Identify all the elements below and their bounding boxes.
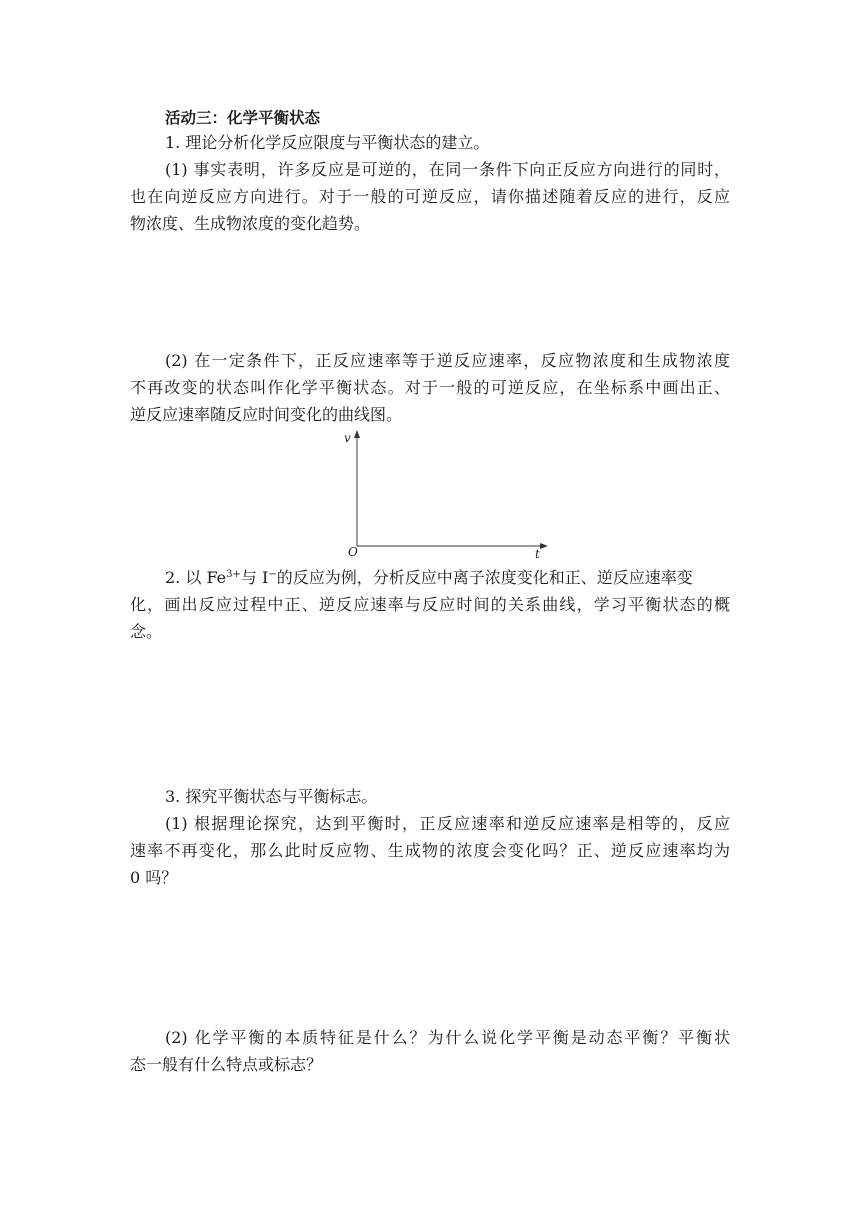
question-3-part-2-line-1: (2) 化学平衡的本质特征是什么？为什么说化学平衡是动态平衡？平衡状 — [165, 1028, 730, 1047]
question-3-part-1-line-3: 0 吗？ — [130, 868, 178, 887]
question-1-part-2-line-3: 逆反应速率随反应时间变化的曲线图。 — [130, 405, 403, 424]
question-2-line-3: 念。 — [130, 622, 163, 641]
question-1-title: 1. 理论分析化学反应限度与平衡状态的建立。 — [165, 133, 490, 152]
y-axis-arrow — [354, 430, 360, 438]
fe-charge: 3+ — [226, 569, 241, 580]
question-1-part-2-line-1: (2) 在一定条件下，正反应速率等于逆反应速率，反应物浓度和生成物浓度 — [165, 351, 730, 370]
x-axis-arrow — [540, 543, 548, 549]
question-2-line-1 — [165, 567, 730, 589]
question-1-part-1-line-3: 物浓度、生成物浓度的变化趋势。 — [130, 214, 371, 233]
velocity-time-axes — [340, 428, 550, 560]
question-2-line-2: 化，画出反应过程中正、逆反应速率与反应时间的关系曲线，学习平衡状态的概 — [130, 595, 730, 614]
iodide-charge: − — [268, 569, 277, 580]
question-1-part-1-line-2: 也在向逆反应方向进行。对于一般的可逆反应，请你描述随着反应的进行，反应 — [130, 187, 730, 206]
question-2-prefix: 2. 以 Fe — [165, 568, 227, 587]
question-1-part-1-line-1: (1) 事实表明，许多反应是可逆的，在同一条件下向正反应方向进行的同时， — [165, 160, 730, 179]
y-axis-label: v — [344, 431, 351, 445]
question-1-part-2-line-2: 不再改变的状态叫作化学平衡状态。对于一般的可逆反应，在坐标系中画出正、 — [130, 378, 730, 397]
question-2-mid: 与 I — [240, 568, 269, 587]
origin-label: O — [348, 545, 358, 559]
question-3-part-2-line-2: 态一般有什么特点或标志？ — [130, 1055, 323, 1074]
question-3-part-1-line-2: 速率不再变化，那么此时反应物、生成物的浓度会变化吗？正、逆反应速率均为 — [130, 841, 730, 860]
activity-heading: 活动三：化学平衡状态 — [165, 109, 321, 127]
question-3-part-1-line-1: (1) 根据理论探究，达到平衡时，正反应速率和逆反应速率是相等的，反应 — [165, 814, 730, 833]
question-2-suffix: 的反应为例，分析反应中离子浓度变化和正、逆反应速率变 — [276, 568, 693, 587]
x-axis-label: t — [535, 547, 540, 561]
question-3-title: 3. 探究平衡状态与平衡标志。 — [165, 787, 378, 806]
